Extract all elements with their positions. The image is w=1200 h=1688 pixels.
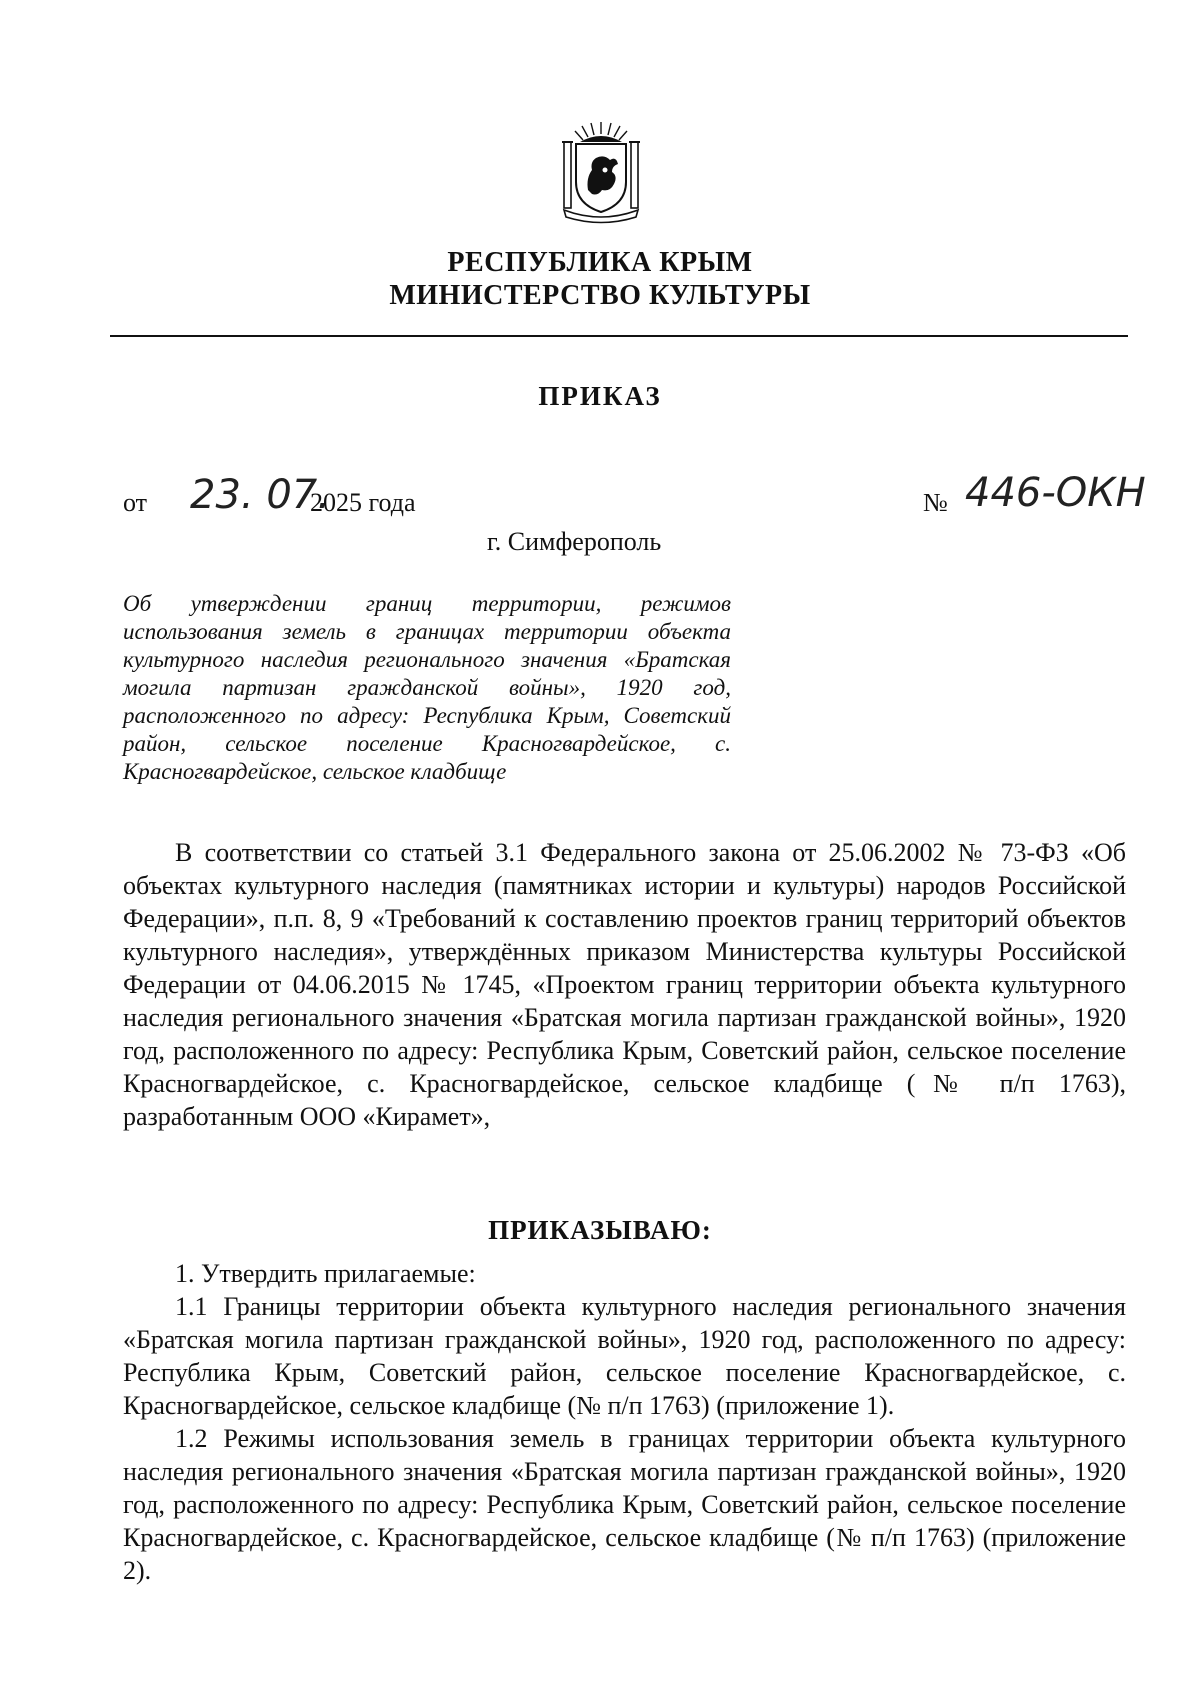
preamble-paragraph <box>123 836 1126 1133</box>
list-item: 1.1 Границы территории объекта культурного наследия регионального значения «Братская могила партизан гражданской войны», 1920 год, расположенного по адресу: Республика Крым, Советский район, сельское поселение Красногвардейское, с. Красногвардейское, сельское кладбище (№ п/п 1763) (приложение 1). <box>123 1292 1126 1420</box>
order-items <box>123 1257 1126 1587</box>
crimea-coat-of-arms-icon <box>558 120 644 226</box>
order-subject: Об утверждении границ территории, режимов использования земель в границах территории объекта культурного наследия регионального значения «Братская могила партизан гражданской войны», 1920 год, расположенного по адресу: Республика Крым, Советский район, сельское поселение Красногвардейское, с. Красногвардейское, сельское кладбище <box>123 591 731 784</box>
date-year: 2025 года <box>310 488 416 517</box>
header-divider <box>110 335 1128 337</box>
list-item: 1. Утвердить прилагаемые: <box>175 1259 476 1288</box>
command-heading: ПРИКАЗЫВАЮ: <box>488 1215 712 1245</box>
date-handwritten: 23. 07. <box>190 472 330 518</box>
preamble-text: В соответствии со статьей 3.1 Федерального закона от 25.06.2002 № 73-ФЗ «Об объектах культурного наследия (памятниках истории и культуры) народов Российской Федерации», п.п. 8, 9 «Требований к составлению проектов границ территорий объектов культурного наследия», утверждённых приказом Министерства культуры Российской Федерации от 04.06.2015 № 1745, «Проектом границ территории объекта культурного наследия регионального значения «Братская могила партизан гражданской войны», 1920 год, расположенного по адресу: Республика Крым, Советский район, сельское поселение Красногвардейское, с. Красногвардейское, сельское кладбище (№ п/п 1763), разработанным ООО «Кирамет», <box>123 838 1126 1131</box>
ministry-title: МИНИСТЕРСТВО КУЛЬТУРЫ <box>389 280 811 311</box>
list-item: 1.2 Режимы использования земель в границах территории объекта культурного наследия регионального значения «Братская могила партизан гражданской войны», 1920 год, расположенного по адресу: Республика Крым, Советский район, сельское поселение Красногвардейское, с. Красногвардейское, сельское кладбище (№ п/п 1763) (приложение 2). <box>123 1424 1126 1585</box>
number-prefix: № <box>923 488 948 517</box>
order-number-handwritten: 446-ОКН <box>965 470 1146 516</box>
document-type-title: ПРИКАЗ <box>538 381 662 411</box>
date-prefix: от <box>123 488 148 517</box>
city: г. Симферополь <box>487 527 662 556</box>
republic-title: РЕСПУБЛИКА КРЫМ <box>447 247 753 278</box>
